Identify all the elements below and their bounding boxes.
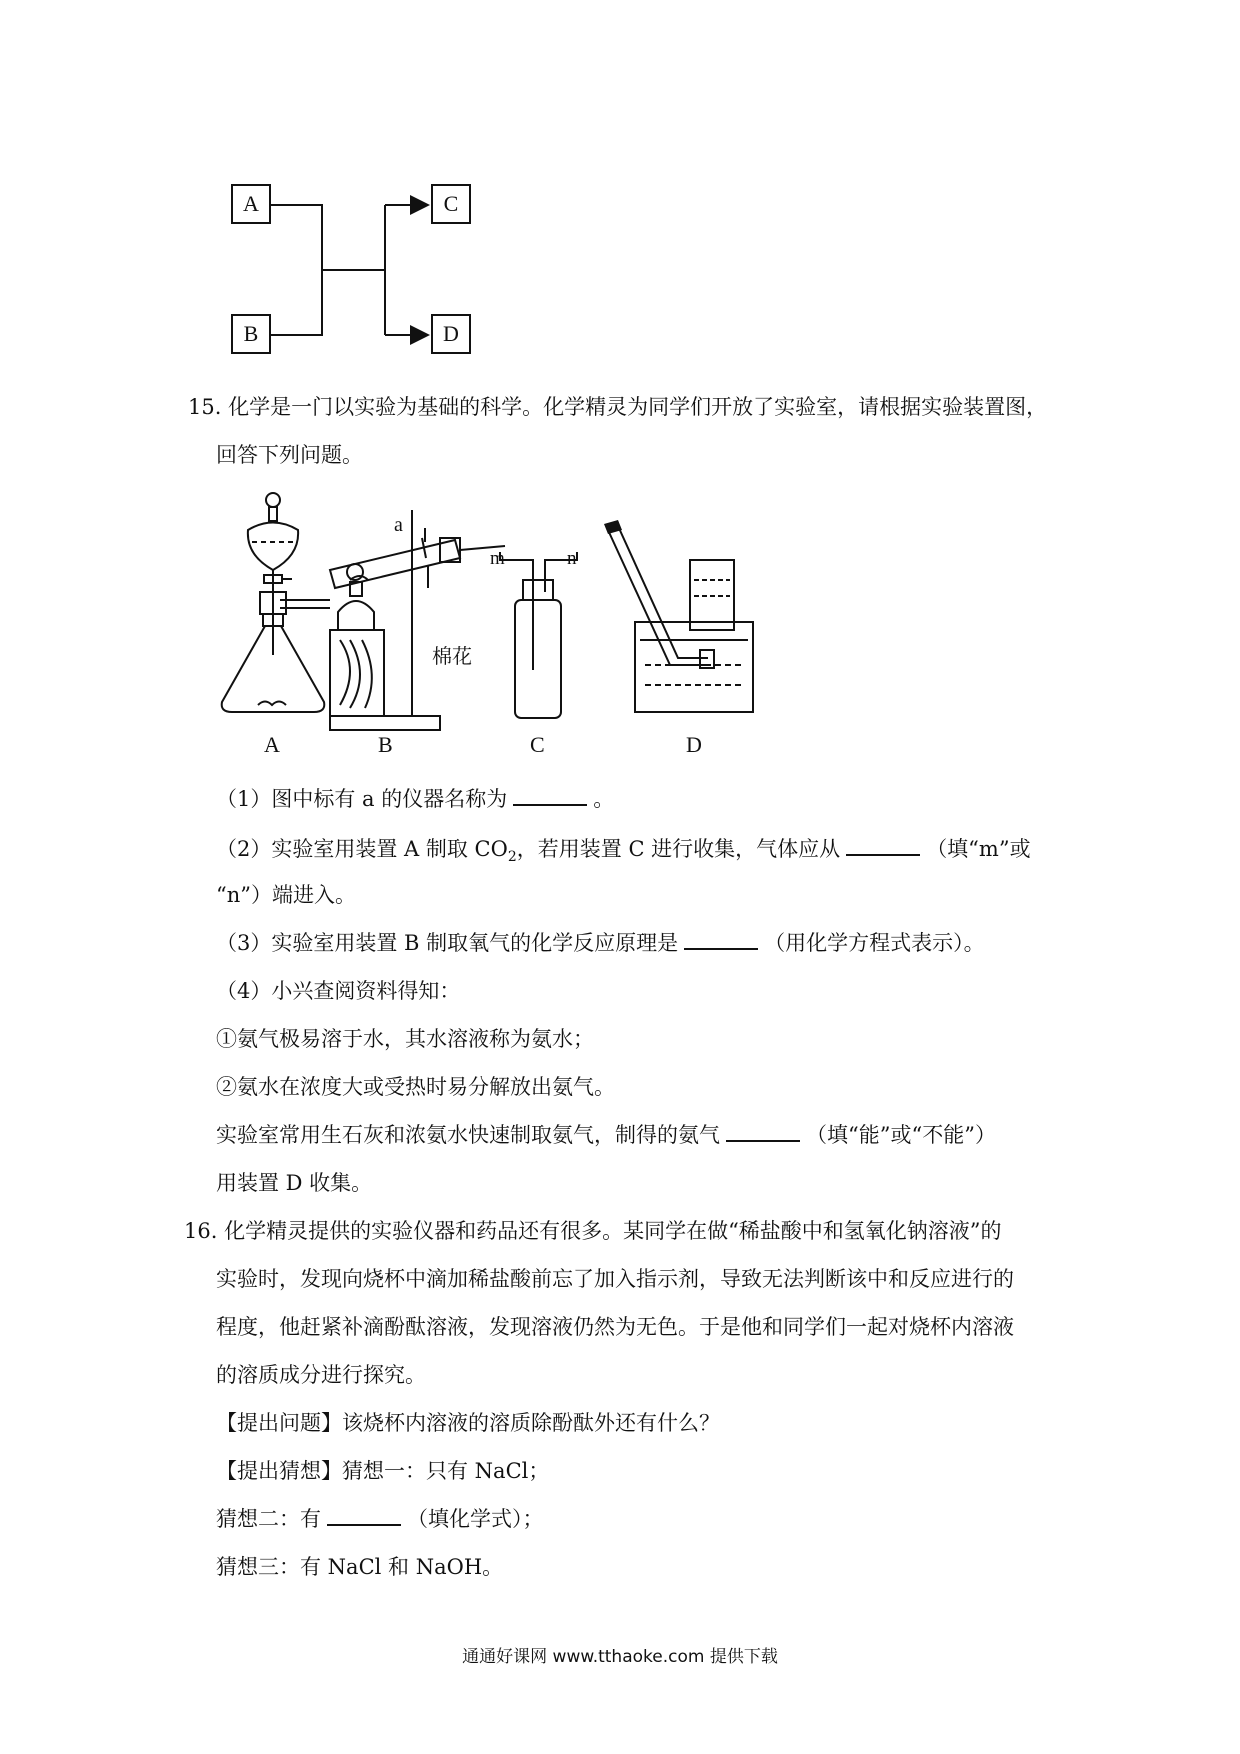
q16-guess2-text: 猜想二：有 [216, 1507, 321, 1531]
q15-part4b-line2: 用装置 D 收集。 [216, 1171, 373, 1195]
flow-diagram [0, 0, 600, 380]
q15-part3 [216, 928, 985, 958]
apparatus-drawing [200, 480, 860, 770]
q16-guess2-end: （填化学式）； [407, 1507, 544, 1531]
q16-guess3: 猜想三：有 NaCl 和 NaOH。 [216, 1555, 504, 1579]
answer-blank-3[interactable] [684, 928, 758, 950]
cotton-label: 棉花 [432, 644, 472, 668]
q15-part3-text: （3）实验室用装置 B 制取氧气的化学反应原理是 [216, 931, 679, 955]
q16-line3: 程度，他赶紧补滴酚酞溶液，发现溶液仍然为无色。于是他和同学们一起对烧杯内溶液 [216, 1315, 1014, 1339]
answer-blank-2[interactable] [846, 834, 920, 856]
answer-blank-5[interactable] [327, 1504, 401, 1526]
answer-blank-4[interactable] [726, 1120, 800, 1142]
q16-line1: 16. 化学精灵提供的实验仪器和药品还有很多。某同学在做“稀盐酸中和氢氧化钠溶液”的 [184, 1219, 1002, 1243]
q16-question: 【提出问题】该烧杯内溶液的溶质除酚酞外还有什么？ [216, 1411, 720, 1435]
q15-part2 [216, 834, 1031, 872]
q16-guess2 [216, 1504, 544, 1534]
q15-part1-text: （1）图中标有 a 的仪器名称为 [216, 787, 508, 811]
page-footer: 通通好课网 www.tthaoke.com 提供下载 [462, 1647, 778, 1667]
co2-subscript: 2 [507, 849, 517, 866]
flow-connectors [0, 0, 600, 380]
q15-stem-line1: 15. 化学是一门以实验为基础的科学。化学精灵为同学们开放了实验室，请根据实验装置图， [188, 395, 1048, 419]
answer-blank-1[interactable] [513, 784, 587, 806]
q16-line2: 实验时，发现向烧杯中滴加稀盐酸前忘了加入指示剂，导致无法判断该中和反应进行的 [216, 1267, 1014, 1291]
q15-part1-end: 。 [593, 787, 615, 811]
q15-part4b-text: 实验室常用生石灰和浓氨水快速制取氨气，制得的氨气 [216, 1123, 720, 1147]
q15-part2-line2: “n”）端进入。 [216, 883, 356, 907]
marker-n: n [567, 548, 577, 569]
apparatus-figure [200, 480, 860, 770]
flow-box-b: B [231, 314, 271, 354]
flow-box-c: C [431, 184, 471, 224]
q16-line4: 的溶质成分进行探究。 [216, 1363, 426, 1387]
q15-part2-mid: ，若用装置 C 进行收集，气体应从 [516, 837, 841, 861]
apparatus-label-a: A [264, 732, 280, 757]
q15-stem-line2: 回答下列问题。 [216, 443, 363, 467]
marker-a: a [394, 514, 403, 536]
q15-part2-text: （2）实验室用装置 A 制取 CO [216, 837, 508, 861]
flow-box-d: D [431, 314, 471, 354]
q16-guess-head: 【提出猜想】猜想一：只有 NaCl； [216, 1459, 550, 1483]
q15-part2-end: （填“m”或 [926, 837, 1031, 861]
q15-part1 [216, 784, 614, 814]
q15-part3-end: （用化学方程式表示）。 [764, 931, 985, 955]
q15-part4b-end: （填“能”或“不能”） [806, 1123, 996, 1147]
flow-box-a: A [231, 184, 271, 224]
q15-fact2: ②氨水在浓度大或受热时易分解放出氨气。 [216, 1075, 615, 1099]
apparatus-label-b: B [378, 732, 393, 757]
q15-part4b [216, 1120, 996, 1150]
apparatus-label-c: C [530, 732, 545, 757]
apparatus-label-d: D [686, 732, 702, 757]
q15-fact1: ①氨气极易溶于水，其水溶液称为氨水； [216, 1027, 594, 1051]
marker-m: m [490, 548, 505, 569]
q15-part4: （4）小兴查阅资料得知： [216, 979, 461, 1003]
